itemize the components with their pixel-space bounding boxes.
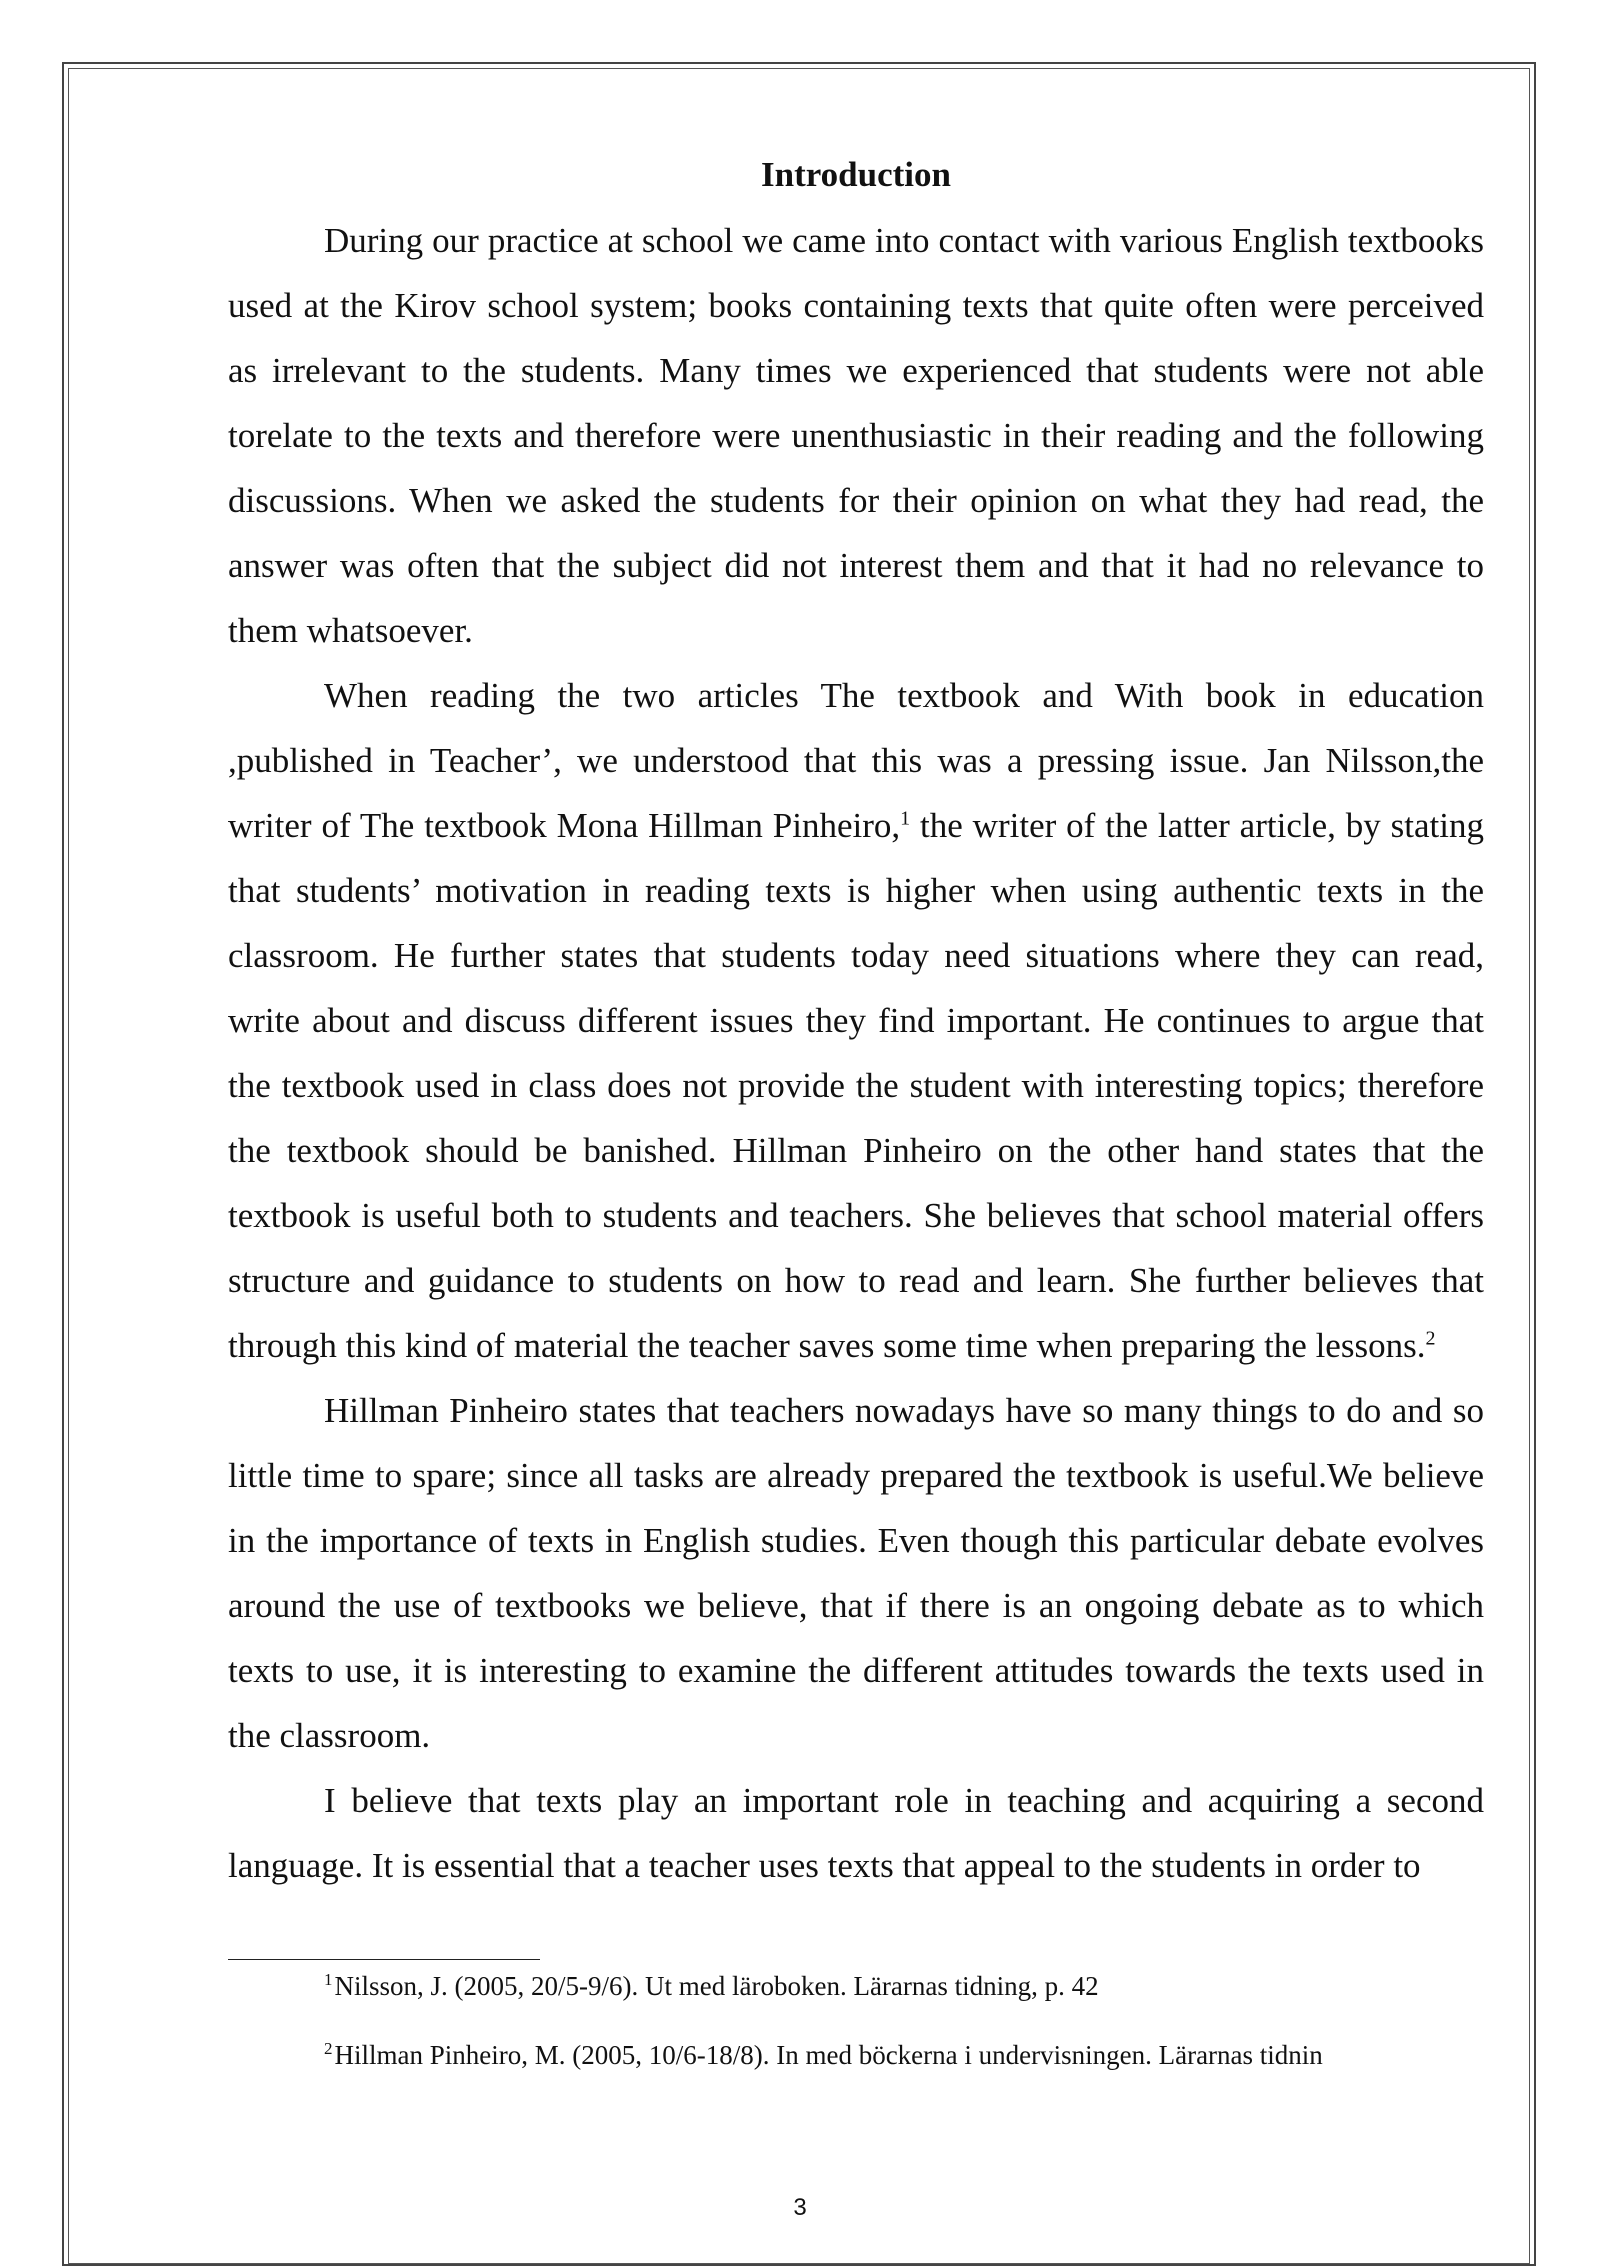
footnote-1-text: Nilsson, J. (2005, 20/5-9/6). Ut med läroboken. Lärarnas tidning, p. 42	[334, 1971, 1099, 2001]
paragraph-2-part-1: When reading the two articles The textbook and With book in education ,published in Teacher’, we understood that this was a pressing issue. Jan Nilsson,the writer of The textbook Mona Hillman Pinheiro,	[228, 676, 1484, 845]
footnote-reference-1[interactable]: 1	[900, 807, 911, 830]
paragraph-2-part-2: the writer of the latter article, by stating that students’ motivation in reading texts is higher when using authentic texts in the classroom. He further states that students today need situations where they can read, write about and discuss different issues they find important. He continues to argue that the textbook used in class does not provide the student with interesting topics; therefore the textbook should be banished. Hillman Pinheiro on the other hand states that the textbook is useful both to students and teachers. She believes that school material offers structure and guidance to students on how to read and learn. She further believes that through this kind of material the teacher saves some time when preparing the lessons.	[228, 806, 1484, 1365]
paragraph-2	[228, 663, 1484, 1378]
page-number: 3	[793, 2194, 807, 2221]
footnote-1	[324, 1968, 1099, 2004]
paragraph-1: During our practice at school we came into contact with various English textbooks used at the Kirov school system; books containing texts that quite often were perceived as irrelevant to the students. Many times we experienced that students were not able torelate to the texts and therefore were unenthusiastic in their reading and the following discussions. When we asked the students for their opinion on what they had read, the answer was often that the subject did not interest them and that it had no relevance to them whatsoever.	[228, 221, 1484, 650]
footnote-reference-2[interactable]: 2	[1425, 1327, 1436, 1350]
footnote-separator	[228, 1959, 540, 1960]
paragraph-4: I believe that texts play an important role in teaching and acquiring a second language. It is essential that a teacher uses texts that appeal to the students in order to	[228, 1781, 1484, 1885]
footnote-1-number: 1	[324, 1970, 333, 1989]
footnote-2-number: 2	[324, 2039, 333, 2058]
paragraph-3: Hillman Pinheiro states that teachers nowadays have so many things to do and so little time to spare; since all tasks are already prepared the textbook is useful.We believe in the importance of texts in English studies. Even though this particular debate evolves around the use of textbooks we believe, that if there is an ongoing debate as to which texts to use, it is interesting to examine the different attitudes towards the texts used in the classroom.	[228, 1391, 1484, 1755]
body-text	[228, 208, 1484, 1898]
section-heading: Introduction	[761, 155, 951, 194]
footnote-2	[324, 2037, 1323, 2073]
footnote-2-text: Hillman Pinheiro, M. (2005, 10/6-18/8). In med böckerna i undervisningen. Lärarnas tidnin	[334, 2040, 1323, 2070]
